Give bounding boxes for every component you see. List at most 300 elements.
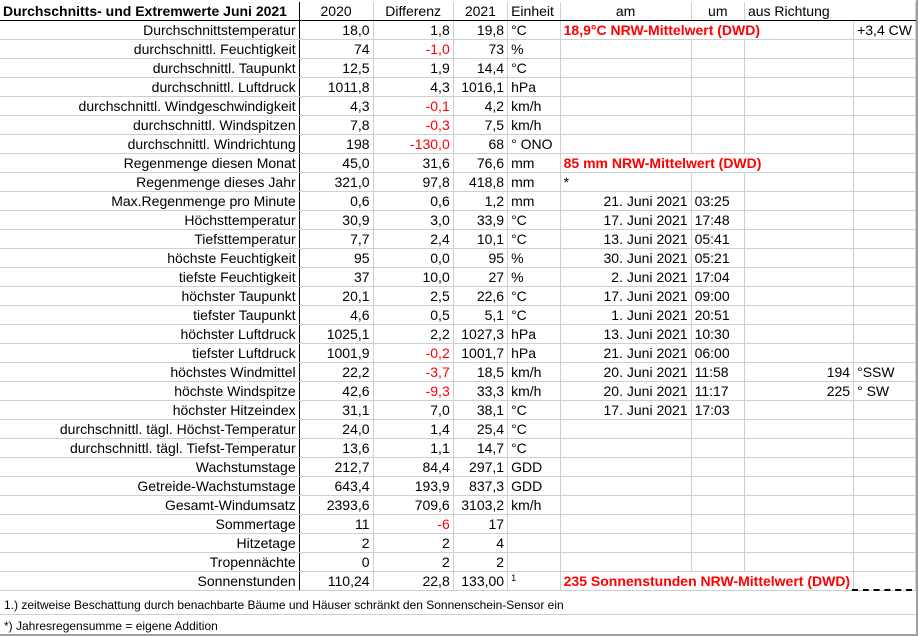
direction-degrees[interactable] (744, 534, 853, 553)
date-cell[interactable]: 20. Juni 2021 (560, 363, 691, 382)
table-row (0, 173, 916, 192)
direction-degrees[interactable] (744, 477, 853, 496)
direction-text[interactable] (854, 97, 916, 116)
time-cell[interactable]: 10:30 (691, 325, 744, 344)
direction-text[interactable] (854, 249, 916, 268)
value-2021[interactable]: 10,1 (453, 230, 507, 249)
value-2020[interactable]: 31,1 (299, 401, 373, 420)
footnote-1[interactable]: 1.) zeitweise Beschattung durch benachbarte Bäume und Häuser schränkt den Sonnenschein-Sensor ein (0, 596, 916, 615)
value-2020[interactable]: 2 (299, 534, 373, 553)
time-cell[interactable]: 03:25 (691, 192, 744, 211)
unit-cell[interactable]: hPa (508, 78, 561, 97)
value-2021[interactable]: 2 (453, 553, 507, 572)
value-2021[interactable]: 1001,7 (453, 344, 507, 363)
direction-degrees[interactable] (744, 97, 853, 116)
table-row (0, 97, 916, 116)
date-cell[interactable] (560, 515, 691, 534)
unit-cell[interactable]: °C (508, 21, 561, 40)
direction-text[interactable] (854, 59, 916, 78)
time-cell[interactable]: 17:48 (691, 211, 744, 230)
direction-degrees[interactable]: 194 (744, 363, 853, 382)
row-label[interactable]: durchschnittl. Windrichtung (0, 135, 299, 154)
unit-cell[interactable]: °C (508, 230, 561, 249)
unit-cell[interactable] (508, 553, 561, 572)
unit-cell[interactable]: mm (508, 173, 561, 192)
direction-text[interactable] (854, 401, 916, 420)
row-label[interactable]: tiefster Luftdruck (0, 344, 299, 363)
value-2021[interactable]: 95 (453, 249, 507, 268)
unit-cell[interactable]: GDD (508, 477, 561, 496)
value-2020[interactable]: 12,5 (299, 59, 373, 78)
value-difference[interactable]: -130,0 (373, 135, 453, 154)
time-cell[interactable]: 09:00 (691, 287, 744, 306)
extra-value[interactable]: +3,4 CW (854, 21, 916, 40)
row-label[interactable]: Gesamt-Windumsatz (0, 496, 299, 515)
direction-text[interactable] (854, 496, 916, 515)
direction-degrees[interactable] (744, 249, 853, 268)
value-difference[interactable]: 2,4 (373, 230, 453, 249)
value-2020[interactable]: 110,24 (299, 572, 373, 591)
direction-text[interactable] (854, 40, 916, 59)
direction-text[interactable] (854, 230, 916, 249)
value-2020[interactable]: 37 (299, 268, 373, 287)
value-difference[interactable]: 3,0 (373, 211, 453, 230)
value-difference[interactable]: 1,8 (373, 21, 453, 40)
value-2021[interactable]: 4 (453, 534, 507, 553)
value-2020[interactable]: 13,6 (299, 439, 373, 458)
value-2020[interactable]: 321,0 (299, 173, 373, 192)
value-2021[interactable]: 4,2 (453, 97, 507, 116)
value-2020[interactable]: 45,0 (299, 154, 373, 173)
value-2021[interactable]: 14,4 (453, 59, 507, 78)
value-2020[interactable]: 30,9 (299, 211, 373, 230)
direction-degrees[interactable] (744, 268, 853, 287)
row-label[interactable]: höchster Taupunkt (0, 287, 299, 306)
date-cell[interactable] (560, 439, 691, 458)
table-row (0, 553, 916, 572)
value-difference[interactable]: 2,2 (373, 325, 453, 344)
date-cell[interactable]: 13. Juni 2021 (560, 325, 691, 344)
value-2021[interactable]: 297,1 (453, 458, 507, 477)
row-label[interactable]: durchschnittl. Luftdruck (0, 78, 299, 97)
table-row (0, 458, 916, 477)
direction-text[interactable]: ° SW (854, 382, 916, 401)
date-cell[interactable] (560, 553, 691, 572)
row-label[interactable]: durchschnittl. tägl. Tiefst-Temperatur (0, 439, 299, 458)
date-cell[interactable]: 2. Juni 2021 (560, 268, 691, 287)
value-2021[interactable]: 1027,3 (453, 325, 507, 344)
value-2020[interactable]: 1025,1 (299, 325, 373, 344)
value-2021[interactable]: 68 (453, 135, 507, 154)
nrw-average-note[interactable]: 235 Sonnenstunden NRW-Mittelwert (DWD) (560, 572, 853, 591)
direction-degrees[interactable] (744, 211, 853, 230)
direction-degrees[interactable] (744, 496, 853, 515)
row-label[interactable]: durchschnittl. Windspitzen (0, 116, 299, 135)
value-difference[interactable]: 10,0 (373, 268, 453, 287)
time-cell[interactable] (691, 78, 744, 97)
value-2020[interactable]: 42,6 (299, 382, 373, 401)
value-2020[interactable]: 22,2 (299, 363, 373, 382)
table-row (0, 116, 916, 135)
direction-degrees[interactable] (744, 306, 853, 325)
header-2020[interactable]: 2020 (299, 2, 373, 21)
value-2020[interactable]: 7,7 (299, 230, 373, 249)
unit-cell[interactable]: % (508, 249, 561, 268)
time-cell[interactable] (691, 59, 744, 78)
direction-text[interactable] (854, 439, 916, 458)
direction-degrees[interactable] (744, 135, 853, 154)
unit-cell[interactable]: °C (508, 59, 561, 78)
value-2021[interactable]: 19,8 (453, 21, 507, 40)
header-difference[interactable]: Differenz (373, 2, 453, 21)
direction-text[interactable] (854, 116, 916, 135)
direction-text[interactable] (854, 553, 916, 572)
time-cell[interactable] (691, 135, 744, 154)
value-difference[interactable]: -0,1 (373, 97, 453, 116)
date-cell[interactable]: 17. Juni 2021 (560, 211, 691, 230)
table-row (0, 40, 916, 59)
value-2020[interactable]: 2393,6 (299, 496, 373, 515)
unit-cell[interactable]: km/h (508, 97, 561, 116)
value-2021[interactable]: 418,8 (453, 173, 507, 192)
table-row (0, 211, 916, 230)
direction-text[interactable] (854, 268, 916, 287)
date-cell[interactable]: 17. Juni 2021 (560, 287, 691, 306)
time-cell[interactable] (691, 553, 744, 572)
direction-degrees[interactable] (744, 553, 853, 572)
time-cell[interactable]: 17:03 (691, 401, 744, 420)
table-row (0, 401, 916, 420)
date-cell[interactable] (560, 496, 691, 515)
date-cell[interactable]: 17. Juni 2021 (560, 401, 691, 420)
unit-cell[interactable] (508, 572, 561, 591)
time-cell[interactable] (691, 496, 744, 515)
value-2020[interactable]: 18,0 (299, 21, 373, 40)
time-cell[interactable] (691, 515, 744, 534)
row-label[interactable]: höchster Hitzeindex (0, 401, 299, 420)
value-difference[interactable]: 2 (373, 553, 453, 572)
empty-cell[interactable] (744, 173, 853, 192)
direction-degrees[interactable] (744, 401, 853, 420)
direction-degrees[interactable]: 225 (744, 382, 853, 401)
direction-degrees[interactable] (744, 192, 853, 211)
unit-cell[interactable]: °C (508, 287, 561, 306)
date-cell[interactable] (560, 420, 691, 439)
value-2021[interactable]: 73 (453, 40, 507, 59)
direction-text[interactable] (854, 192, 916, 211)
value-2021[interactable]: 3103,2 (453, 496, 507, 515)
empty-cell[interactable] (854, 173, 916, 192)
value-2020[interactable]: 20,1 (299, 287, 373, 306)
direction-text[interactable] (854, 344, 916, 363)
time-cell[interactable] (691, 534, 744, 553)
value-difference[interactable]: -9,3 (373, 382, 453, 401)
table-row (0, 439, 916, 458)
date-cell[interactable]: 20. Juni 2021 (560, 382, 691, 401)
unit-cell[interactable]: °C (508, 420, 561, 439)
table-row (0, 21, 916, 40)
row-label[interactable]: höchster Luftdruck (0, 325, 299, 344)
value-difference[interactable]: -0,3 (373, 116, 453, 135)
date-cell[interactable] (560, 116, 691, 135)
direction-text[interactable] (854, 325, 916, 344)
value-difference[interactable]: -1,0 (373, 40, 453, 59)
unit-cell[interactable]: km/h (508, 363, 561, 382)
value-difference[interactable]: -0,2 (373, 344, 453, 363)
header-2021[interactable]: 2021 (453, 2, 507, 21)
time-cell[interactable] (691, 116, 744, 135)
direction-degrees[interactable] (744, 40, 853, 59)
row-label[interactable]: durchschnittl. Feuchtigkeit (0, 40, 299, 59)
table-row (0, 382, 916, 401)
time-cell[interactable]: 11:17 (691, 382, 744, 401)
empty-cell[interactable] (854, 154, 916, 173)
unit-cell[interactable]: °C (508, 306, 561, 325)
unit-cell[interactable]: km/h (508, 496, 561, 515)
row-label[interactable]: Regenmenge diesen Monat (0, 154, 299, 173)
value-difference[interactable]: 193,9 (373, 477, 453, 496)
value-2021[interactable]: 7,5 (453, 116, 507, 135)
direction-degrees[interactable] (744, 325, 853, 344)
empty-cell[interactable] (854, 572, 916, 591)
empty-cell[interactable] (691, 173, 744, 192)
value-difference[interactable]: 1,4 (373, 420, 453, 439)
value-difference[interactable]: 0,0 (373, 249, 453, 268)
date-cell[interactable] (560, 97, 691, 116)
date-cell[interactable]: 1. Juni 2021 (560, 306, 691, 325)
row-label[interactable]: Tropennächte (0, 553, 299, 572)
direction-text[interactable]: °SSW (854, 363, 916, 382)
row-label[interactable]: Sommertage (0, 515, 299, 534)
table-row (0, 154, 916, 173)
direction-text[interactable] (854, 420, 916, 439)
row-label[interactable]: Getreide-Wachstumstage (0, 477, 299, 496)
nrw-average-note[interactable]: 18,9°C NRW-Mittelwert (DWD) (560, 21, 853, 40)
direction-text[interactable] (854, 78, 916, 97)
header-um[interactable]: um (691, 2, 744, 21)
unit-cell[interactable]: hPa (508, 325, 561, 344)
unit-cell[interactable]: °C (508, 211, 561, 230)
value-difference[interactable]: 7,0 (373, 401, 453, 420)
time-cell[interactable] (691, 40, 744, 59)
value-2020[interactable]: 1001,9 (299, 344, 373, 363)
unit-cell[interactable] (508, 515, 561, 534)
time-cell[interactable]: 20:51 (691, 306, 744, 325)
value-2020[interactable]: 74 (299, 40, 373, 59)
direction-degrees[interactable] (744, 59, 853, 78)
value-2020[interactable]: 11 (299, 515, 373, 534)
row-label[interactable]: Max.Regenmenge pro Minute (0, 192, 299, 211)
unit-cell[interactable]: km/h (508, 116, 561, 135)
time-cell[interactable]: 05:21 (691, 249, 744, 268)
unit-cell[interactable]: % (508, 40, 561, 59)
direction-text[interactable] (854, 135, 916, 154)
direction-text[interactable] (854, 287, 916, 306)
value-2021[interactable]: 1016,1 (453, 78, 507, 97)
direction-degrees[interactable] (744, 230, 853, 249)
row-label[interactable]: tiefste Feuchtigkeit (0, 268, 299, 287)
date-cell[interactable] (560, 477, 691, 496)
value-2021[interactable]: 76,6 (453, 154, 507, 173)
unit-cell[interactable]: km/h (508, 382, 561, 401)
row-label[interactable]: höchstes Windmittel (0, 363, 299, 382)
date-cell[interactable] (560, 534, 691, 553)
value-difference[interactable]: 0,6 (373, 192, 453, 211)
value-2021[interactable]: 17 (453, 515, 507, 534)
value-difference[interactable]: 4,3 (373, 78, 453, 97)
value-2021[interactable]: 133,00 (453, 572, 507, 591)
header-direction[interactable]: aus Richtung (744, 2, 915, 21)
value-2020[interactable]: 643,4 (299, 477, 373, 496)
time-cell[interactable]: 06:00 (691, 344, 744, 363)
row-label[interactable]: durchschnittl. Windgeschwindigkeit (0, 97, 299, 116)
table-row (0, 192, 916, 211)
direction-degrees[interactable] (744, 78, 853, 97)
value-2020[interactable]: 24,0 (299, 420, 373, 439)
time-cell[interactable] (691, 420, 744, 439)
date-cell[interactable]: 21. Juni 2021 (560, 192, 691, 211)
value-2020[interactable]: 0 (299, 553, 373, 572)
value-2021[interactable]: 5,1 (453, 306, 507, 325)
date-cell[interactable]: 21. Juni 2021 (560, 344, 691, 363)
sheet-title[interactable]: Durchschnitts- und Extremwerte Juni 2021 (0, 2, 299, 21)
table-row (0, 306, 916, 325)
date-cell[interactable] (560, 135, 691, 154)
date-cell[interactable]: 30. Juni 2021 (560, 249, 691, 268)
value-difference[interactable]: 84,4 (373, 458, 453, 477)
unit-cell[interactable] (508, 534, 561, 553)
value-2020[interactable]: 95 (299, 249, 373, 268)
cell-selection-marker (852, 589, 912, 591)
value-2021[interactable]: 33,3 (453, 382, 507, 401)
value-difference[interactable]: 97,8 (373, 173, 453, 192)
table-row (0, 344, 916, 363)
direction-degrees[interactable] (744, 458, 853, 477)
value-difference[interactable]: -6 (373, 515, 453, 534)
row-label[interactable]: durchschnittl. tägl. Höchst-Temperatur (0, 420, 299, 439)
value-difference[interactable]: 0,5 (373, 306, 453, 325)
row-label[interactable]: tiefster Taupunkt (0, 306, 299, 325)
unit-cell[interactable]: mm (508, 154, 561, 173)
time-cell[interactable] (691, 97, 744, 116)
value-difference[interactable]: 1,9 (373, 59, 453, 78)
table-row (0, 249, 916, 268)
row-label[interactable]: durchschnittl. Taupunkt (0, 59, 299, 78)
value-2021[interactable]: 22,6 (453, 287, 507, 306)
annotation-star[interactable]: * (560, 173, 691, 192)
time-cell[interactable]: 11:58 (691, 363, 744, 382)
table-row (0, 78, 916, 97)
table-row (0, 59, 916, 78)
value-2020[interactable]: 4,3 (299, 97, 373, 116)
row-label[interactable]: Höchsttemperatur (0, 211, 299, 230)
direction-text[interactable] (854, 477, 916, 496)
unit-cell[interactable]: ° ONO (508, 135, 561, 154)
date-cell[interactable]: 13. Juni 2021 (560, 230, 691, 249)
row-label[interactable]: höchste Windspitze (0, 382, 299, 401)
footnote-2[interactable]: *) Jahresregensumme = eigene Addition (4, 619, 218, 633)
row-label[interactable]: Wachstumstage (0, 458, 299, 477)
time-cell[interactable]: 17:04 (691, 268, 744, 287)
direction-text[interactable] (854, 534, 916, 553)
header-row (0, 2, 916, 21)
value-difference[interactable]: 2 (373, 534, 453, 553)
unit-cell[interactable]: °C (508, 401, 561, 420)
table-body (0, 2, 916, 591)
direction-text[interactable] (854, 458, 916, 477)
time-cell[interactable] (691, 477, 744, 496)
header-unit[interactable]: Einheit (508, 2, 561, 21)
value-difference[interactable]: 22,8 (373, 572, 453, 591)
value-difference[interactable]: 2,5 (373, 287, 453, 306)
time-cell[interactable] (691, 458, 744, 477)
nrw-average-note[interactable]: 85 mm NRW-Mittelwert (DWD) (560, 154, 853, 173)
unit-cell[interactable]: °C (508, 439, 561, 458)
value-2020[interactable]: 0,6 (299, 192, 373, 211)
row-label[interactable]: Hitzetage (0, 534, 299, 553)
direction-degrees[interactable] (744, 515, 853, 534)
row-label[interactable]: Tiefsttemperatur (0, 230, 299, 249)
table-row (0, 534, 916, 553)
row-label[interactable]: höchste Feuchtigkeit (0, 249, 299, 268)
row-label[interactable]: Sonnenstunden (0, 572, 299, 591)
direction-degrees[interactable] (744, 439, 853, 458)
value-2020[interactable]: 1011,8 (299, 78, 373, 97)
header-am[interactable]: am (560, 2, 691, 21)
value-difference[interactable]: 1,1 (373, 439, 453, 458)
time-cell[interactable] (691, 439, 744, 458)
row-label[interactable]: Regenmenge dieses Jahr (0, 173, 299, 192)
value-2020[interactable]: 4,6 (299, 306, 373, 325)
date-cell[interactable] (560, 40, 691, 59)
unit-cell[interactable]: hPa (508, 344, 561, 363)
direction-degrees[interactable] (744, 344, 853, 363)
value-2021[interactable]: 837,3 (453, 477, 507, 496)
value-difference[interactable]: -3,7 (373, 363, 453, 382)
value-2020[interactable]: 212,7 (299, 458, 373, 477)
direction-text[interactable] (854, 515, 916, 534)
date-cell[interactable] (560, 78, 691, 97)
table-row (0, 325, 916, 344)
row-label[interactable]: Durchschnittstemperatur (0, 21, 299, 40)
weather-stats-table (0, 2, 916, 591)
direction-degrees[interactable] (744, 116, 853, 135)
direction-text[interactable] (854, 306, 916, 325)
direction-degrees[interactable] (744, 420, 853, 439)
date-cell[interactable] (560, 458, 691, 477)
table-row (0, 287, 916, 306)
direction-degrees[interactable] (744, 287, 853, 306)
date-cell[interactable] (560, 59, 691, 78)
direction-text[interactable] (854, 211, 916, 230)
value-2020[interactable]: 198 (299, 135, 373, 154)
value-2021[interactable]: 25,4 (453, 420, 507, 439)
unit-cell[interactable]: GDD (508, 458, 561, 477)
value-2021[interactable]: 38,1 (453, 401, 507, 420)
unit-cell[interactable]: % (508, 268, 561, 287)
value-2021[interactable]: 18,5 (453, 363, 507, 382)
value-2021[interactable]: 1,2 (453, 192, 507, 211)
value-difference[interactable]: 31,6 (373, 154, 453, 173)
value-difference[interactable]: 709,6 (373, 496, 453, 515)
value-2021[interactable]: 33,9 (453, 211, 507, 230)
value-2021[interactable]: 27 (453, 268, 507, 287)
value-2020[interactable]: 7,8 (299, 116, 373, 135)
unit-cell[interactable]: mm (508, 192, 561, 211)
time-cell[interactable]: 05:41 (691, 230, 744, 249)
table-row (0, 420, 916, 439)
value-2021[interactable]: 14,7 (453, 439, 507, 458)
